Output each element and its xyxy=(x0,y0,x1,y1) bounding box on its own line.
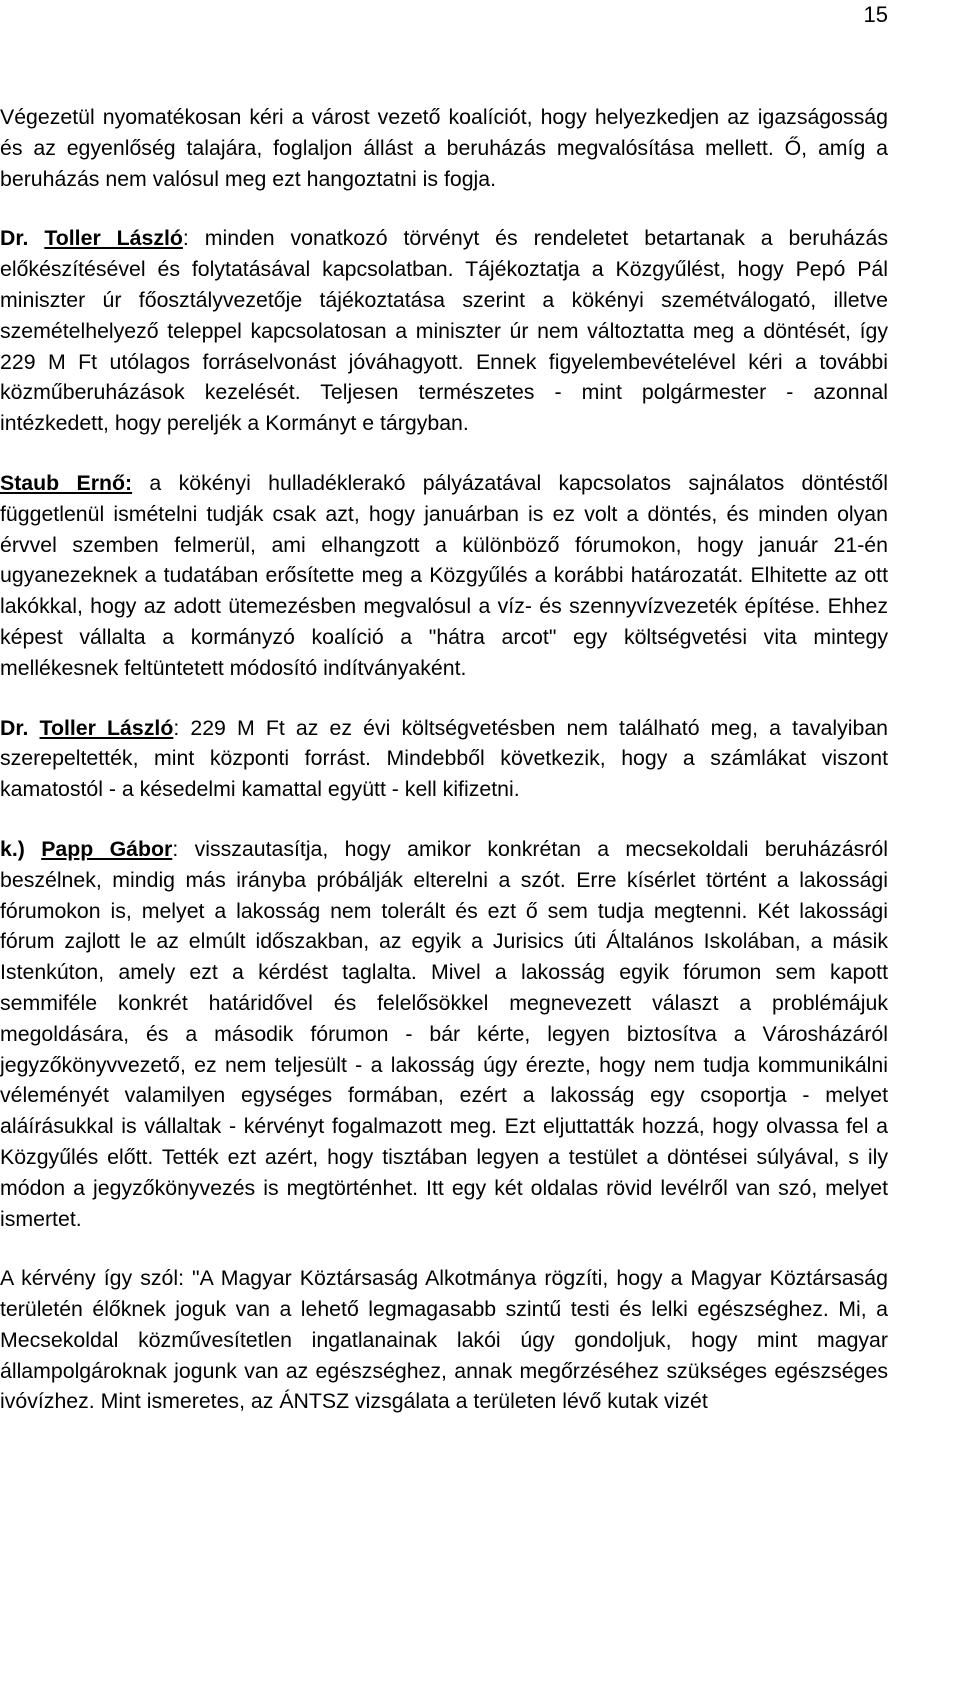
speaker-name: Staub Ernő: xyxy=(0,470,133,495)
speaker-title: Dr. xyxy=(0,226,45,251)
paragraph-toller-2 xyxy=(0,713,888,805)
paragraph-text: : minden vonatkozó törvényt és rendeletet betartanak a beruházás előkészítésével és folytatásával kapcsolatban. Tájékoztatja a Közgyűlést, hogy Pepó Pál miniszter úr főosztályvezetője tájékoztatása szerint a kökényi szemétválogató, illetve szemételhelyező teleppel kapcsolatosan a miniszter úr nem változtatta meg a döntését, így 229 M Ft utólagos forráselvonást jóváhagyott. Ennek figyelembevételével kéri a további közműberuházások kezelését. Teljesen természetes - mint polgármester - azonnal intézkedett, hogy pereljék a Kormányt e tárgyban. xyxy=(0,226,888,436)
paragraph-text: a kökényi hulladéklerakó pályázatával kapcsolatos sajnálatos döntéstől függetlenül ismételni tudják csak azt, hogy januárban is ez volt a döntés, és minden olyan érvvel szemben felmerül, ami elhangzott a különböző fórumokon, hogy január 21-én ugyanezeknek a tudatában erősítette meg a Közgyűlés a korábbi határozatát. Elhitette az ott lakókkal, hogy az adott ütemezésben megvalósul a víz- és szennyvízvezeték építése. Ehhez képest vállalta a kormányzó koalíció a "hátra arcot" egy költségvetési vita mintegy mellékesnek feltüntetett módosító indítványaként. xyxy=(0,470,888,680)
speaker-name: Papp Gábor xyxy=(41,836,173,861)
paragraph-text: : visszautasítja, hogy amikor konkrétan a mecsekoldali beruházásról beszélnek, mindig más irányba próbálják elterelni a szót. Erre kísérlet történt a lakossági fórumokon is, melyet a lakosság nem tolerált és ezt ő sem tudja megtenni. Két lakossági fórum zajlott le az elmúlt időszakban, az egyik a Jurisics úti Általános Iskolában, a másik Istenkúton, amely ezt a kérdést taglalta. Mivel a lakosság egyik fórumon sem kapott semmiféle konkrét határidővel és felelősökkel megnevezett választ a problémájuk megoldására, és a második fórumon - bár kérte, legyen biztosítva a Városházáról jegyzőkönyvvezető, ez nem teljesült - a lakosság úgy érezte, hogy nem tudja kommunikálni véleményét valamilyen egységes formában, ezért a lakosság egy csoportja - melyet aláírásukkal is vállaltak - kérvényt fogalmazott meg. Ezt eljuttatták hozzá, hogy olvassa fel a Közgyűlés előtt. Tették ezt azért, hogy tisztában legyen a testület a döntései súlyával, s ily módon a jegyzőkönyvezés is megtörténhet. Itt egy két oldalas rövid levélről van szó, melyet ismertet. xyxy=(0,836,888,1231)
paragraph-text: A kérvény így szól: "A Magyar Köztársaság Alkotmánya rögzíti, hogy a Magyar Köztársaság területén élőknek joguk van a lehető legmagasabb szintű testi és lelki egészséghez. Mi, a Mecsekoldal közművesítetlen ingatlanainak lakói úgy gondoljuk, hogy mint magyar állampolgároknak jogunk van az egészséghez, annak megőrzéséhez szükséges egészséges ivóvízhez. Mint ismeretes, az ÁNTSZ vizsgálata a területen lévő kutak vizét xyxy=(0,1266,888,1414)
speaker-title: Dr. xyxy=(0,715,40,740)
document-body xyxy=(0,102,888,1417)
paragraph-petition xyxy=(0,1263,888,1417)
page-number: 15 xyxy=(863,2,888,27)
paragraph-staub xyxy=(0,468,888,684)
paragraph-toller-1 xyxy=(0,223,888,439)
paragraph-closing-request xyxy=(0,102,888,194)
paragraph-text: : 229 M Ft az ez évi költségvetésben nem található meg, a tavalyiban szerepeltették, mint központi forrást. Mindebből következik, hogy a számlákat viszont kamatostól - a késedelmi kamattal együtt - kell kifizetni. xyxy=(0,715,889,802)
speaker-name: Toller László xyxy=(44,226,183,251)
item-marker: k.) xyxy=(0,836,42,861)
paragraph-text: Végezetül nyomatékosan kéri a várost vezető koalíciót, hogy helyezkedjen az igazságosság és az egyenlőség talajára, foglaljon állást a beruházás megvalósítása mellett. Ő, amíg a beruházás nem valósul meg ezt hangoztatni is fogja. xyxy=(0,105,888,191)
paragraph-papp xyxy=(0,834,888,1234)
speaker-name: Toller László xyxy=(39,715,174,740)
